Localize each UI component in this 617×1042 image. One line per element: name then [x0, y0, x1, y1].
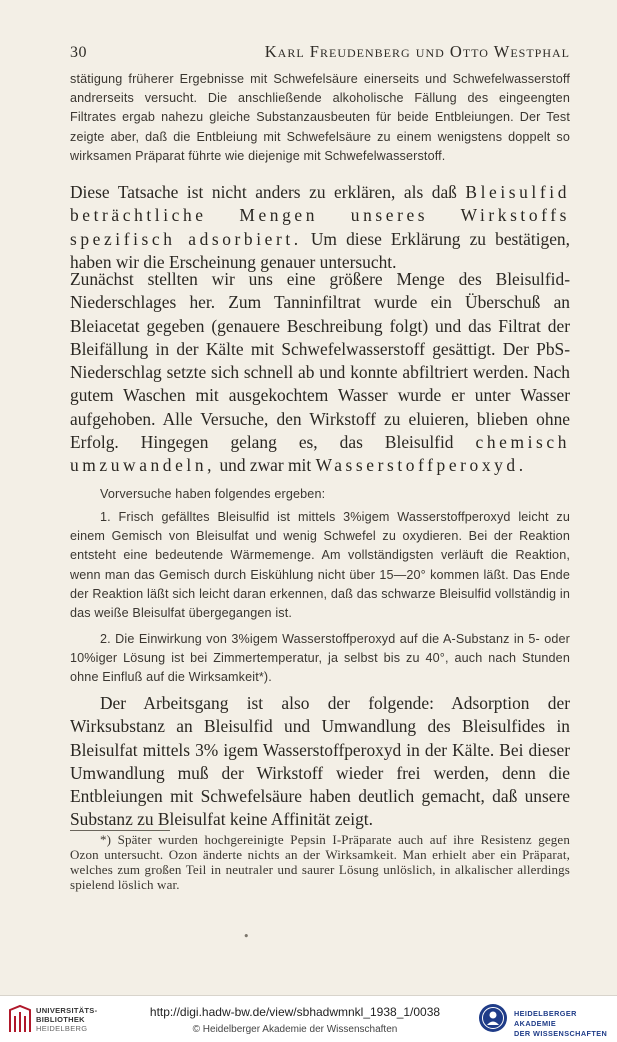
copyright-notice: © Heidelberger Akademie der Wissenschaften: [192, 1024, 398, 1035]
paragraph-text: Um diese Erklärung zu bestätigen, haben wir die Erscheinung genauer untersucht.: [70, 228, 570, 272]
paragraph-workflow: Der Arbeitsgang ist also der folgende: Adsorption der Wirksubstanz an Bleisulfid und Umwandlung des Bleisulfides in Bleisulfat mittels 3% igem Wasserstoffperoxyd in der Kälte. Bei dieser Umwandlung muß der Wirkstoff wieder frei werden, denn die Entbleiungen mit Schwefelsäure haben deutlich gemacht, daß unsere Substanz zu Bleisulfat keine Affinität zeigt.: [70, 693, 570, 830]
page-mark: •: [243, 930, 250, 943]
academy-seal-icon: [478, 1003, 508, 1033]
permalink-url[interactable]: http://digi.hadw-bw.de/view/sbhadwmnkl_1938_1/0038: [149, 1005, 441, 1019]
paragraph-procedure: [70, 268, 570, 478]
page-header: [70, 42, 570, 62]
paragraph-text: Zunächst stellten wir uns eine größere Menge des Bleisulfid-Niederschlages her. Zum Tanninfiltrat wurde ein Überschuß an Bleiacetat gegeben (genauere Beschreibung folgt) und das Filtrat der Bleifällung in der Kälte mit Schwefelwasserstoff gesättigt. Der PbS-Niederschlag setzte sich schnell ab und konnte abfiltriert werden. Nach gutem Waschen mit ausgekochtem Wasser wurde er unter Wasser aufgehoben. Alle Versuche, den Wirkstoff zu eluieren, blieben ohne Erfolg. Hingegen gelang es, das Bleisulfid: [70, 269, 570, 453]
preliminary-item-1: 1. Frisch gefälltes Bleisulfid ist mittels 3%igem Wasserstoffperoxyd leicht zu einem Gemisch von Bleisulfat und wenig Schwefel zu oxydieren. Bei der Reaktion entsteht eine bedeutende Wärmemenge. Am vollständigsten verläuft die Reaktion, wenn man das Gemisch durch Eiskühlung nicht über 15—20° kommen läßt. Das Ende der Reaktion läßt sich leicht daran erkennen, daß das schwarze Bleisulfid vollständig in das weiße Bleisulfat übergegangen ist.: [70, 510, 570, 621]
emphasized-text: Bleisulfid beträchtliche Mengen unseres Wirkstoffs spezifisch adsorbiert.: [70, 182, 570, 249]
page-number: 30: [70, 44, 87, 61]
paragraph-text: und zwar mit: [215, 455, 316, 476]
university-library-name: UNIVERSITÄTS- BIBLIOTHEK HEIDELBERG: [36, 1006, 98, 1033]
academy-name: HEIDELBERGER AKADEMIE DER WISSENSCHAFTEN: [514, 1009, 608, 1038]
intro-paragraph: stätigung früherer Ergebnisse mit Schwefelsäure einerseits und Schwefelwasserstoff andrerseits versucht. Die anschließende alkoholische Fällung des eingeengten Filtrates ergab nahezu gleiche Substanzausbeuten für beide Entbleiungen. Der Test zeigte aber, daß die Entbleiung mit Schwefelsäure zu einem wenigstens doppelt so wirksamen Präparat führte wie diejenige mit Schwefelwasserstoff.: [70, 72, 570, 163]
preliminary-heading: Vorversuche haben folgendes ergeben:: [100, 487, 326, 501]
viewer-footer: [0, 995, 617, 1042]
university-library-logo-icon: [8, 1004, 32, 1034]
footnote-rule: [70, 830, 170, 831]
emphasized-text: Wasserstoffperoxyd.: [315, 455, 527, 476]
running-title: Karl Freudenberg und Otto Westphal: [264, 42, 570, 61]
preliminary-item-2: 2. Die Einwirkung von 3%igem Wasserstoffperoxyd auf die A-Substanz in 5- oder 10%iger Lösung ist bei Zimmertemperatur, ja selbst bis zu 40°, auch nach Stunden ohne Einfluß auf die Wirksamkeit*).: [70, 632, 570, 685]
paragraph-adsorption: [70, 181, 570, 274]
emphasized-text: chemisch umzuwandeln,: [70, 432, 570, 476]
footnote: *) Später wurden hochgereinigte Pepsin I-Präparate auch auf ihre Resistenz gegen Ozon untersucht. Ozon änderte nichts an der Wirksamkeit. Man erhielt aber ein Präparat, welches zum großen Teil in neutraler und saurer Lösung unlöslich, in alkalischer allerdings spielend löslich war.: [70, 832, 570, 892]
paragraph-text: Diese Tatsache ist nicht anders zu erklären, als daß: [70, 182, 466, 202]
